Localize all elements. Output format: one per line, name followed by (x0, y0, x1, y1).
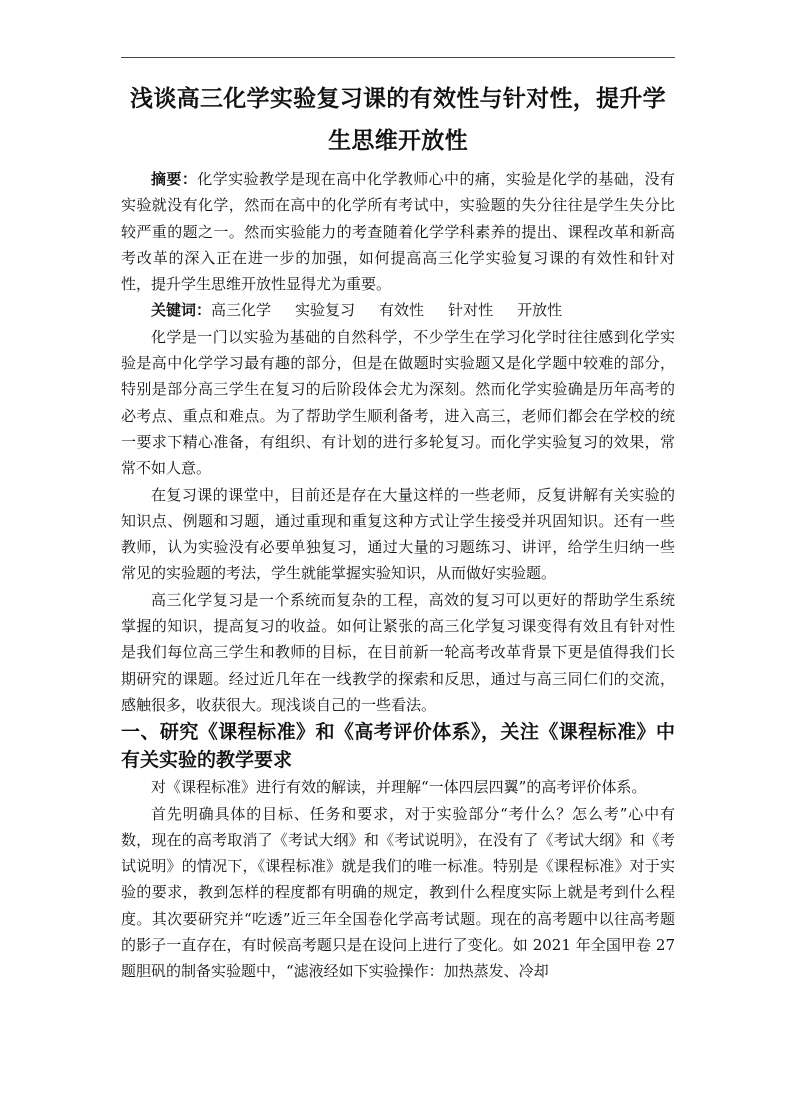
body-paragraph: 化学是一门以实验为基础的自然科学，不少学生在学习化学时往往感到化学实验是高中化学学习最有趣的部分，但是在做题时实验题又是化学题中较难的部分，特别是部分高三学生在复习的后阶段体会尤为深刻。然而化学实验确是历年高考的必考点、重点和难点。为了帮助学生顺利备考，进入高三，老师们都会在学校的统一要求下精心准备，有组织、有计划的进行多轮复习。而化学实验复习的效果，常常不如人意。 (121, 327, 675, 478)
body-paragraph: 高三化学复习是一个系统而复杂的工程，高效的复习可以更好的帮助学生系统掌握的知识，提高复习的收益。如何让紧张的高三化学复习课变得有效且有针对性是我们每位高三学生和教师的目标，在目前新一轮高考改革背景下更是值得我们长期研究的课题。经过近几年在一线教学的探索和反思，通过与高三同仁们的交流，感触很多，收获很大。现浅谈自己的一些看法。 (121, 590, 675, 714)
abstract-text: 化学实验教学是现在高中化学教师心中的痛，实验是化学的基础，没有实验就没有化学，然而在高中的化学所有考试中，实验题的失分往往是学生失分比较严重的题之一。然而实验能力的考查随着化学学科素养的提出、课程改革和新高考改革的深入正在进一步的加强，如何提高高三化学实验复习课的有效性和针对性，提升学生思维开放性显得尤为重要。 (121, 170, 675, 294)
body-paragraph: 首先明确具体的目标、任务和要求，对于实验部分“考什么？怎么考”心中有数，现在的高考取消了《考试大纲》和《考试说明》，在没有了《考试大纲》和《考试说明》的情况下，《课程标准》就是我们的唯一标准。特别是《课程标准》对于实验的要求，教到怎样的程度都有明确的规定，教到什么程度实际上就是考到什么程度。其次要研究并“吃透”近三年全国卷化学高考试题。现在的高考题中以往高考题的影子一直存在，有时候高考题只是在设问上进行了变化。如 2021 年全国甲卷 27 题胆矾的制备实验题中，“滤液经如下实验操作：加热蒸发、冷却 (121, 804, 675, 981)
header-rule (121, 57, 675, 58)
keywords-label: 关键词： (151, 301, 212, 320)
body-paragraph: 在复习课的课堂中，目前还是存在大量这样的一些老师，反复讲解有关实验的知识点、例题和习题，通过重现和重复这种方式让学生接受并巩固知识。还有一些教师，认为实验没有必要单独复习，通过大量的习题练习、讲评，给学生归纳一些常见的实验题的考法，学生就能掌握实验知识，从而做好实验题。 (121, 485, 675, 583)
section-heading: 一、研究《课程标准》和《高考评价体系》，关注《课程标准》中有关实验的教学要求 (121, 721, 675, 772)
keyword: 有效性 (379, 301, 425, 320)
keyword: 高三化学 (211, 301, 272, 320)
document-page (121, 78, 675, 985)
keyword: 开放性 (517, 301, 563, 320)
body-paragraph: 对《课程标准》进行有效的解读，并理解“一体四层四翼”的高考评价体系。 (151, 778, 647, 797)
document-title: 浅谈高三化学实验复习课的有效性与针对性，提升学生思维开放性 (130, 86, 666, 154)
abstract-paragraph (121, 166, 675, 297)
keywords-line (121, 297, 675, 323)
keyword: 实验复习 (295, 301, 356, 320)
keyword: 针对性 (448, 301, 494, 320)
abstract-label: 摘要： (151, 170, 198, 188)
